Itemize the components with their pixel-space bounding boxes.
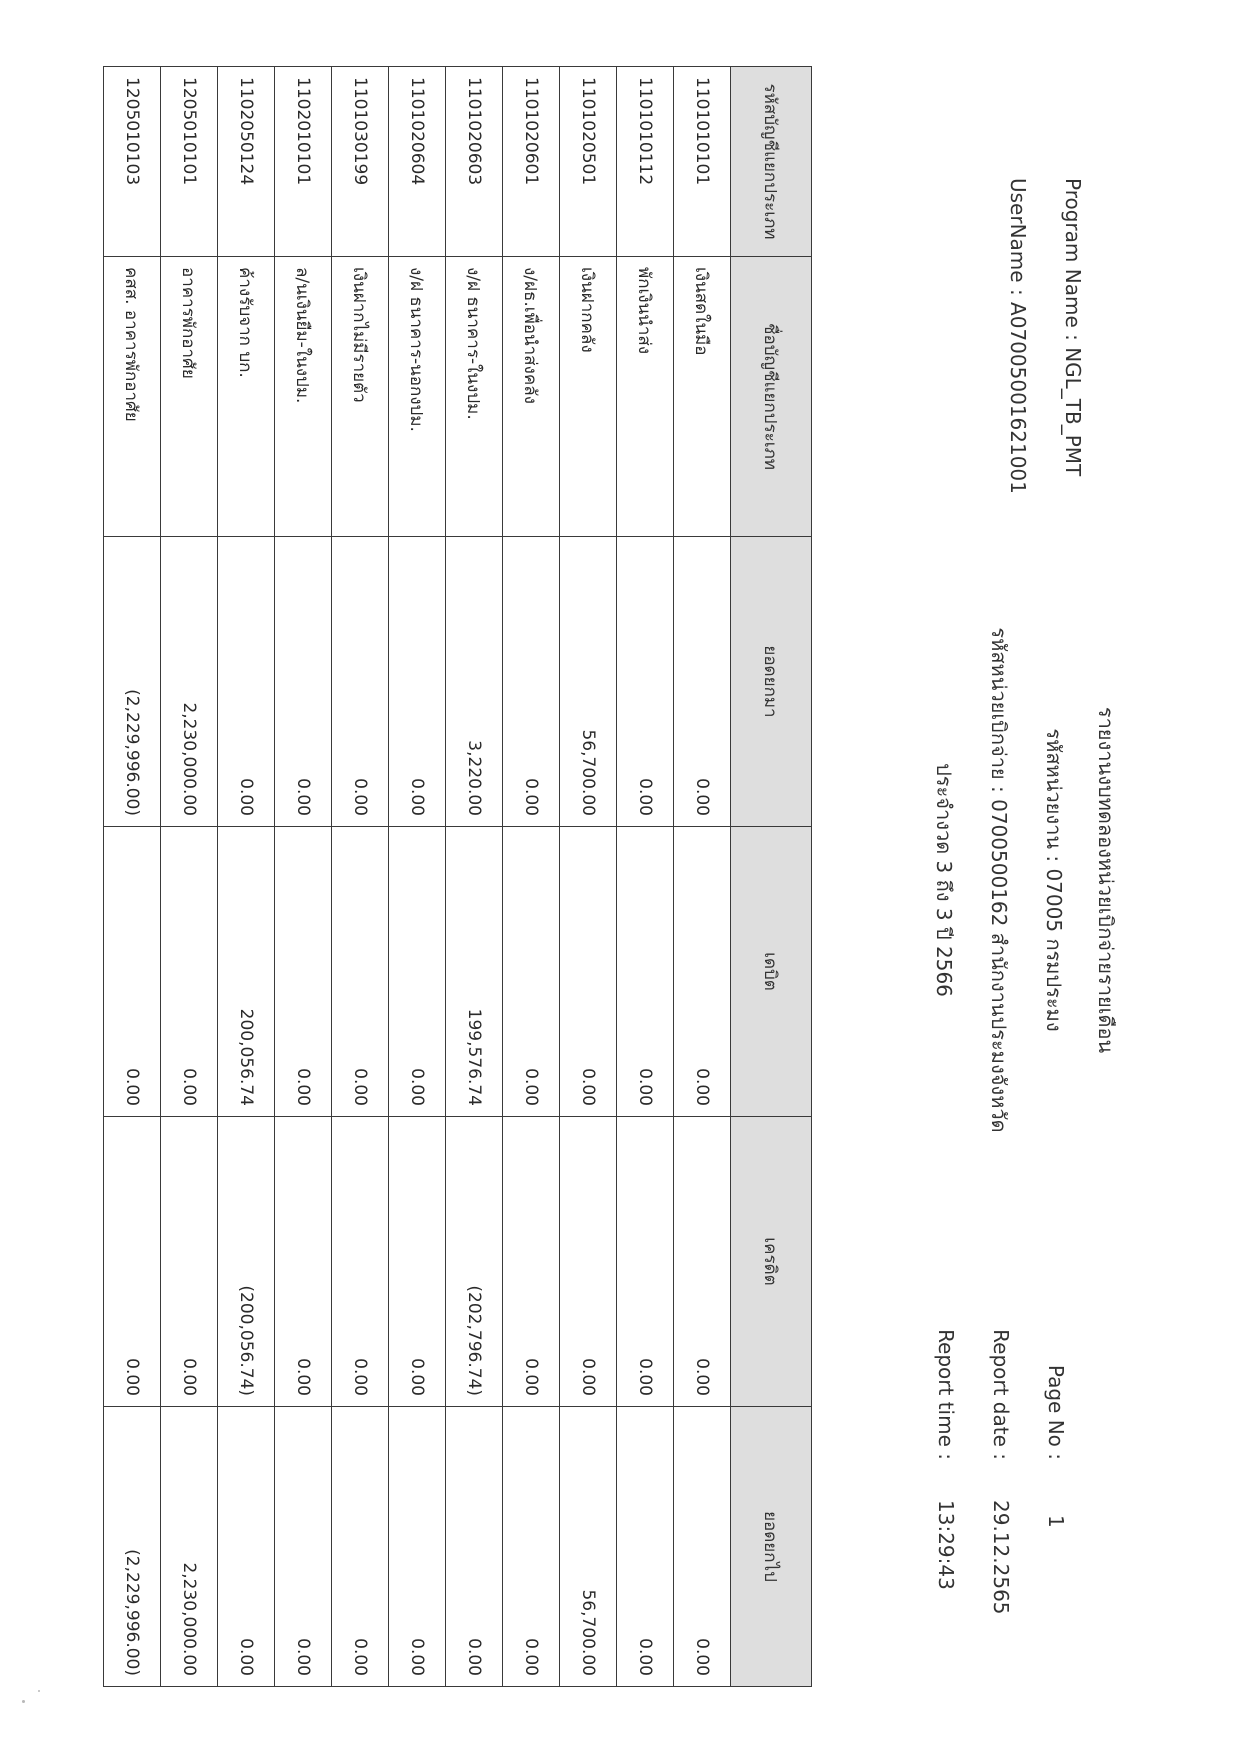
scan-speck (22, 1700, 25, 1703)
user-name-label: UserName : (1006, 178, 1030, 296)
table-header-row (731, 67, 812, 1687)
table-row (332, 67, 389, 1687)
closing-balance-cell: 0.00 (674, 1407, 731, 1687)
debit-cell: 0.00 (332, 827, 389, 1117)
account-name-cell: เงินสดในมือ (674, 257, 731, 537)
account-name-cell: ง/ฝ ธนาคาร-นอกงปม. (389, 257, 446, 537)
column-header-account-code: รหัสบัญชีแยกประเภท (731, 67, 812, 257)
account-name-cell: พักเงินนำส่ง (617, 257, 674, 537)
closing-balance-cell: (2,229,996.00) (104, 1407, 161, 1687)
report-time-label: Report time : (934, 1329, 958, 1460)
table-row (503, 67, 560, 1687)
credit-cell: 0.00 (275, 1117, 332, 1407)
table-body (104, 67, 731, 1687)
account-code-cell: 1101020604 (389, 67, 446, 257)
account-code-cell: 1205010101 (161, 67, 218, 257)
credit-cell: (202,796.74) (446, 1117, 503, 1407)
closing-balance-cell: 0.00 (617, 1407, 674, 1687)
program-name-value: NGL_TB_PMT (1061, 347, 1085, 477)
column-header-debit: เดบิต (731, 827, 812, 1117)
closing-balance-cell: 0.00 (218, 1407, 275, 1687)
opening-balance-cell: 0.00 (332, 537, 389, 827)
account-code-cell: 1205010103 (104, 67, 161, 257)
table-row (389, 67, 446, 1687)
debit-cell: 0.00 (503, 827, 560, 1117)
account-name-cell: คสส. อาคารพักอาศัย (104, 257, 161, 537)
credit-cell: 0.00 (503, 1117, 560, 1407)
report-date-value: 29.12.2565 (989, 1500, 1013, 1615)
account-name-cell: ง/ฝธ.เพื่อนำส่งคลัง (503, 257, 560, 537)
debit-cell: 0.00 (617, 827, 674, 1117)
debit-cell: 200,056.74 (218, 827, 275, 1117)
debit-cell: 0.00 (104, 827, 161, 1117)
agency-line: รหัสหน่วยงาน : 07005 กรมประมง (1042, 728, 1066, 1032)
credit-cell: 0.00 (560, 1117, 617, 1407)
account-name-cell: ล/นเงินยืม-ในงปม. (275, 257, 332, 537)
table-row (104, 67, 161, 1687)
account-code-cell: 1102050124 (218, 67, 275, 257)
table-row (617, 67, 674, 1687)
account-name-cell: เงินฝากไม่มีรายตัว (332, 257, 389, 537)
page-no-label: Page No : (1044, 1364, 1068, 1460)
opening-balance-cell: 0.00 (503, 537, 560, 827)
column-header-closing-balance: ยอดยกไป (731, 1407, 812, 1687)
opening-balance-cell: (2,229,996.00) (104, 537, 161, 827)
debit-cell: 0.00 (674, 827, 731, 1117)
closing-balance-cell: 0.00 (446, 1407, 503, 1687)
table-row (275, 67, 332, 1687)
table-row (674, 67, 731, 1687)
closing-balance-cell: 0.00 (389, 1407, 446, 1687)
disburse-unit-line: รหัสหน่วยเบิกจ่าย : 0700500162 สำนักงานประมงจังหวัด (987, 627, 1011, 1133)
report-date-label: Report date : (989, 1329, 1013, 1460)
debit-cell: 0.00 (560, 827, 617, 1117)
closing-balance-cell: 56,700.00 (560, 1407, 617, 1687)
closing-balance-cell: 0.00 (275, 1407, 332, 1687)
debit-cell: 0.00 (275, 827, 332, 1117)
table-row (218, 67, 275, 1687)
opening-balance-cell: 0.00 (389, 537, 446, 827)
scan-speck (38, 1690, 40, 1692)
program-name-label: Program Name : (1061, 178, 1085, 341)
account-code-cell: 1101020603 (446, 67, 503, 257)
account-name-cell: ค้างรับจาก บก. (218, 257, 275, 537)
opening-balance-cell: 0.00 (617, 537, 674, 827)
opening-balance-cell: 2,230,000.00 (161, 537, 218, 827)
account-code-cell: 1102010101 (275, 67, 332, 257)
account-name-cell: ง/ฝ ธนาคาร-ในงปม. (446, 257, 503, 537)
credit-cell: 0.00 (674, 1117, 731, 1407)
credit-cell: 0.00 (161, 1117, 218, 1407)
user-name (1006, 178, 1030, 494)
table-row (161, 67, 218, 1687)
closing-balance-cell: 0.00 (332, 1407, 389, 1687)
credit-cell: 0.00 (332, 1117, 389, 1407)
credit-cell: (200,056.74) (218, 1117, 275, 1407)
debit-cell: 0.00 (389, 827, 446, 1117)
report-title: รายงานงบทดลองหน่วยเบิกจ่ายรายเดือน (1094, 706, 1118, 1054)
user-name-value: A0700500162100​1 (1006, 302, 1030, 494)
column-header-opening-balance: ยอดยกมา (731, 537, 812, 827)
account-code-cell: 1101030199 (332, 67, 389, 257)
report-time-value: 13:29:43 (934, 1500, 958, 1590)
debit-cell: 199,576.74 (446, 827, 503, 1117)
closing-balance-cell: 0.00 (503, 1407, 560, 1687)
period-line: ประจำงวด 3 ถึง 3 ปี 2566 (932, 763, 956, 997)
opening-balance-cell: 0.00 (218, 537, 275, 827)
credit-cell: 0.00 (617, 1117, 674, 1407)
account-code-cell: 1101010112 (617, 67, 674, 257)
page-no-value: 1 (1044, 1515, 1068, 1528)
opening-balance-cell: 0.00 (275, 537, 332, 827)
opening-balance-cell: 0.00 (674, 537, 731, 827)
account-code-cell: 1101010101 (674, 67, 731, 257)
opening-balance-cell: 56,700.00 (560, 537, 617, 827)
credit-cell: 0.00 (389, 1117, 446, 1407)
program-name (1061, 178, 1085, 476)
closing-balance-cell: 2,230,000.00 (161, 1407, 218, 1687)
column-header-account-name: ชื่อบัญชีแยกประเภท (731, 257, 812, 537)
credit-cell: 0.00 (104, 1117, 161, 1407)
column-header-credit: เครดิต (731, 1117, 812, 1407)
account-code-cell: 1101020601 (503, 67, 560, 257)
account-code-cell: 1101020501 (560, 67, 617, 257)
trial-balance-table (103, 66, 812, 1687)
debit-cell: 0.00 (161, 827, 218, 1117)
table-row (560, 67, 617, 1687)
table-row (446, 67, 503, 1687)
account-name-cell: เงินฝากคลัง (560, 257, 617, 537)
account-name-cell: อาคารพักอาศัย (161, 257, 218, 537)
opening-balance-cell: 3,220.00 (446, 537, 503, 827)
